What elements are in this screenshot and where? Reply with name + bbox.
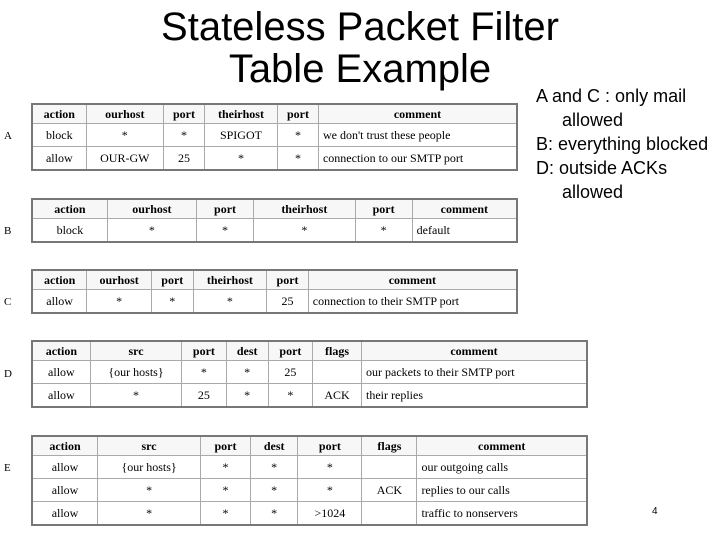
- cell-port: *: [182, 361, 226, 384]
- cell-theirhost: *: [254, 219, 355, 243]
- cell-dest: *: [226, 384, 268, 408]
- cell-ourhost: OUR-GW: [86, 147, 163, 171]
- cell-port: *: [201, 479, 251, 502]
- rule-label-e: E: [4, 462, 11, 474]
- col-theirhost: theirhost: [205, 104, 278, 124]
- table-row: [32, 290, 517, 314]
- col-comment: comment: [417, 436, 587, 456]
- col-ourhost: ourhost: [107, 199, 196, 219]
- note-a-c: A and C : only mail allowed: [536, 86, 687, 130]
- cell-action: allow: [32, 479, 98, 502]
- cell-src: *: [90, 384, 182, 408]
- cell-action: allow: [32, 147, 86, 171]
- cell-flags: [362, 456, 417, 479]
- table-row: [32, 124, 517, 147]
- cell-comment: our outgoing calls: [417, 456, 587, 479]
- col-port: port: [298, 436, 362, 456]
- col-port: port: [268, 341, 312, 361]
- col-ourhost: ourhost: [87, 270, 152, 290]
- cell-ourhost: *: [107, 219, 196, 243]
- cell-port: *: [298, 456, 362, 479]
- rule-table-a: [31, 103, 518, 171]
- cell-port: *: [201, 456, 251, 479]
- slide-number: 4: [652, 506, 658, 517]
- cell-port: *: [277, 147, 318, 171]
- cell-dest: *: [250, 456, 298, 479]
- cell-ourhost: *: [87, 290, 152, 314]
- cell-theirhost: SPIGOT: [205, 124, 278, 147]
- cell-port: >1024: [298, 502, 362, 526]
- table-header-row: [32, 436, 587, 456]
- col-dest: dest: [226, 341, 268, 361]
- cell-flags: ACK: [313, 384, 362, 408]
- col-comment: comment: [362, 341, 587, 361]
- col-comment: comment: [412, 199, 517, 219]
- slide-title-line-1: Stateless Packet Filter: [161, 5, 559, 49]
- cell-src: *: [98, 479, 201, 502]
- cell-comment: we don't trust these people: [318, 124, 517, 147]
- col-port: port: [163, 104, 204, 124]
- cell-action: allow: [32, 361, 90, 384]
- cell-action: block: [32, 219, 107, 243]
- col-action: action: [32, 199, 107, 219]
- col-comment: comment: [308, 270, 517, 290]
- col-port: port: [152, 270, 194, 290]
- col-src: src: [98, 436, 201, 456]
- table-row: [32, 502, 587, 526]
- table-header-row: [32, 270, 517, 290]
- table-row: [32, 219, 517, 243]
- cell-port: *: [196, 219, 253, 243]
- col-port: port: [355, 199, 412, 219]
- col-action: action: [32, 341, 90, 361]
- cell-flags: [362, 502, 417, 526]
- col-theirhost: theirhost: [254, 199, 355, 219]
- cell-action: allow: [32, 502, 98, 526]
- cell-port: *: [201, 502, 251, 526]
- cell-comment: traffic to nonservers: [417, 502, 587, 526]
- cell-action: allow: [32, 290, 87, 314]
- cell-port: *: [298, 479, 362, 502]
- col-action: action: [32, 104, 86, 124]
- cell-comment: connection to our SMTP port: [318, 147, 517, 171]
- rule-label-a: A: [4, 130, 12, 142]
- cell-port: 25: [163, 147, 204, 171]
- table-row: [32, 479, 587, 502]
- cell-comment: default: [412, 219, 517, 243]
- col-action: action: [32, 270, 87, 290]
- table-header-row: [32, 199, 517, 219]
- rule-table-c: [31, 269, 518, 314]
- rule-label-c: C: [4, 296, 12, 308]
- cell-port: *: [355, 219, 412, 243]
- note-b: B: everything blocked: [536, 134, 709, 154]
- col-ourhost: ourhost: [86, 104, 163, 124]
- cell-comment: replies to our calls: [417, 479, 587, 502]
- col-dest: dest: [250, 436, 298, 456]
- rule-label-b: B: [4, 225, 12, 237]
- table-row: [32, 456, 587, 479]
- cell-action: allow: [32, 456, 98, 479]
- cell-src: {our hosts}: [90, 361, 182, 384]
- cell-port: *: [268, 384, 312, 408]
- cell-port: *: [152, 290, 194, 314]
- table-header-row: [32, 104, 517, 124]
- table-row: [32, 147, 517, 171]
- cell-comment: connection to their SMTP port: [308, 290, 517, 314]
- cell-theirhost: *: [205, 147, 278, 171]
- col-theirhost: theirhost: [193, 270, 267, 290]
- note-d: D: outside ACKs allowed: [536, 158, 668, 202]
- cell-dest: *: [250, 502, 298, 526]
- col-port: port: [201, 436, 251, 456]
- col-action: action: [32, 436, 98, 456]
- cell-flags: ACK: [362, 479, 417, 502]
- cell-flags: [313, 361, 362, 384]
- cell-dest: *: [250, 479, 298, 502]
- table-row: [32, 361, 587, 384]
- cell-action: allow: [32, 384, 90, 408]
- cell-port: 25: [267, 290, 309, 314]
- cell-comment: our packets to their SMTP port: [362, 361, 587, 384]
- cell-comment: their replies: [362, 384, 587, 408]
- col-comment: comment: [318, 104, 517, 124]
- cell-ourhost: *: [86, 124, 163, 147]
- rule-label-d: D: [4, 368, 12, 380]
- cell-port: *: [163, 124, 204, 147]
- cell-src: {our hosts}: [98, 456, 201, 479]
- col-src: src: [90, 341, 182, 361]
- col-port: port: [267, 270, 309, 290]
- cell-port: 25: [182, 384, 226, 408]
- cell-dest: *: [226, 361, 268, 384]
- col-flags: flags: [313, 341, 362, 361]
- col-port: port: [277, 104, 318, 124]
- rule-table-e: [31, 435, 588, 526]
- col-port: port: [182, 341, 226, 361]
- rule-table-b: [31, 198, 518, 243]
- col-port: port: [196, 199, 253, 219]
- rule-table-d: [31, 340, 588, 408]
- cell-action: block: [32, 124, 86, 147]
- table-row: [32, 384, 587, 408]
- slide-title-line-2: Table Example: [228, 47, 492, 91]
- cell-theirhost: *: [193, 290, 267, 314]
- cell-port: *: [277, 124, 318, 147]
- cell-src: *: [98, 502, 201, 526]
- cell-port: 25: [268, 361, 312, 384]
- notes-panel: [536, 84, 716, 204]
- table-header-row: [32, 341, 587, 361]
- col-flags: flags: [362, 436, 417, 456]
